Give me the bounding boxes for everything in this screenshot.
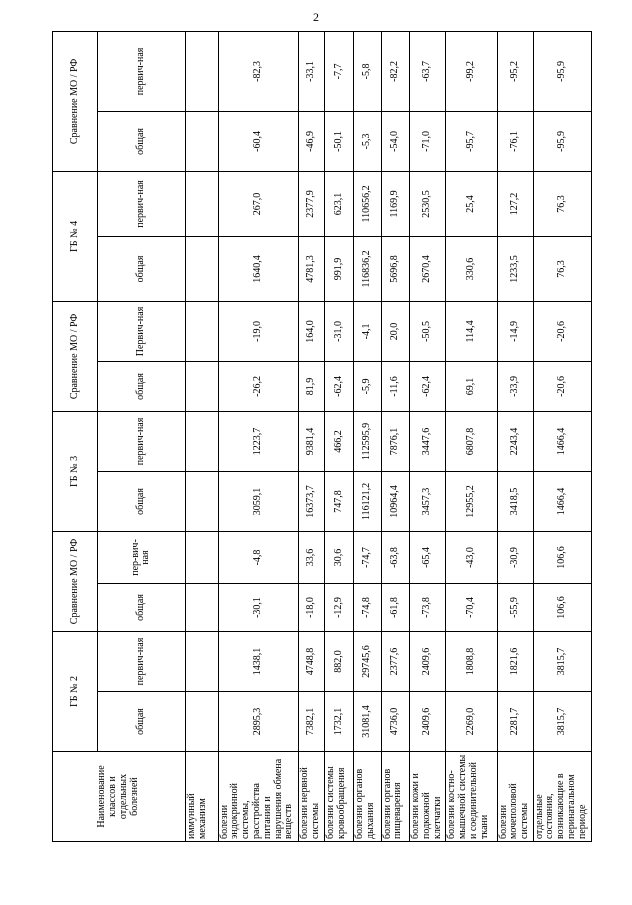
value-cell: -18,0 bbox=[298, 583, 325, 631]
value-cell: -95,9 bbox=[533, 111, 591, 171]
value-cell: -73,8 bbox=[410, 583, 446, 631]
value-cell bbox=[185, 361, 218, 411]
value-cell: 30,6 bbox=[325, 531, 354, 583]
value-cell: -95,7 bbox=[446, 111, 497, 171]
table-row bbox=[185, 31, 218, 841]
disease-name-cell: болезни нервной системы bbox=[298, 752, 325, 842]
value-cell: 1438,1 bbox=[218, 631, 298, 691]
value-cell: 16373,7 bbox=[298, 471, 325, 531]
disease-name-cell: болезни органов дыхания bbox=[354, 752, 382, 842]
header-sub-primary: первич-ная bbox=[97, 171, 185, 236]
value-cell: 76,3 bbox=[533, 236, 591, 301]
value-cell: 3447,6 bbox=[410, 411, 446, 471]
value-cell: 3059,1 bbox=[218, 471, 298, 531]
value-cell: 7382,1 bbox=[298, 692, 325, 752]
disease-name-cell: иммунный механизм bbox=[185, 752, 218, 842]
value-cell: 1821,6 bbox=[497, 631, 533, 691]
value-cell bbox=[185, 583, 218, 631]
value-cell: -33,9 bbox=[497, 361, 533, 411]
value-cell: -14,9 bbox=[497, 301, 533, 361]
value-cell: 25,4 bbox=[446, 171, 497, 236]
table-row bbox=[497, 31, 533, 841]
value-cell: 114,4 bbox=[446, 301, 497, 361]
value-cell: 4781,3 bbox=[298, 236, 325, 301]
disease-name-cell: болезни эндокринной системы, расстройства питания и нарушения обмена веществ bbox=[218, 752, 298, 842]
value-cell: -82,2 bbox=[381, 31, 410, 111]
value-cell: 9381,4 bbox=[298, 411, 325, 471]
value-cell: -5,9 bbox=[354, 361, 382, 411]
value-cell: -43,0 bbox=[446, 531, 497, 583]
value-cell: 4736,0 bbox=[381, 692, 410, 752]
value-cell: 1223,7 bbox=[218, 411, 298, 471]
header-sub-primary: первич-ная bbox=[97, 631, 185, 691]
value-cell: 20,0 bbox=[381, 301, 410, 361]
header-sub-total: общая bbox=[97, 111, 185, 171]
value-cell: 330,6 bbox=[446, 236, 497, 301]
value-cell: 12955,2 bbox=[446, 471, 497, 531]
header-group-gb2: ГБ № 2 bbox=[53, 631, 98, 751]
value-cell: 3457,3 bbox=[410, 471, 446, 531]
disease-name-cell: болезни мочеполовой системы bbox=[497, 752, 533, 842]
disease-name-cell: болезни системы кровообращения bbox=[325, 752, 354, 842]
header-sub-primary: первич-ная bbox=[97, 411, 185, 471]
value-cell: 1640,4 bbox=[218, 236, 298, 301]
disease-statistics-table bbox=[52, 31, 592, 842]
value-cell: 2281,7 bbox=[497, 692, 533, 752]
value-cell: 76,3 bbox=[533, 171, 591, 236]
value-cell: 2409,6 bbox=[410, 631, 446, 691]
value-cell: 7876,1 bbox=[381, 411, 410, 471]
table-row bbox=[533, 31, 591, 841]
value-cell: -50,5 bbox=[410, 301, 446, 361]
value-cell: -5,3 bbox=[354, 111, 382, 171]
value-cell: 1732,1 bbox=[325, 692, 354, 752]
rotated-table-frame bbox=[52, 32, 592, 842]
value-cell: 1808,8 bbox=[446, 631, 497, 691]
header-group-gb3: ГБ № 3 bbox=[53, 411, 98, 531]
value-cell: -60,4 bbox=[218, 111, 298, 171]
header-group-comparison-1: Сравнение МО / РФ bbox=[53, 531, 98, 631]
value-cell: -7,7 bbox=[325, 31, 354, 111]
value-cell: 2269,0 bbox=[446, 692, 497, 752]
table-row bbox=[354, 31, 382, 841]
value-cell: 882,0 bbox=[325, 631, 354, 691]
disease-name-cell: болезни органов пищеварения bbox=[381, 752, 410, 842]
value-cell: -61,8 bbox=[381, 583, 410, 631]
value-cell: 110656,2 bbox=[354, 171, 382, 236]
value-cell: -12,9 bbox=[325, 583, 354, 631]
value-cell: -4,8 bbox=[218, 531, 298, 583]
value-cell: 1466,4 bbox=[533, 411, 591, 471]
value-cell: -55,9 bbox=[497, 583, 533, 631]
value-cell: 6807,8 bbox=[446, 411, 497, 471]
header-group-comparison-3: Сравнение МО / РФ bbox=[53, 31, 98, 171]
value-cell: -99,2 bbox=[446, 31, 497, 111]
rotated-table-content bbox=[52, 32, 592, 842]
value-cell: 3815,7 bbox=[533, 631, 591, 691]
value-cell: 69,1 bbox=[446, 361, 497, 411]
header-name-column: Наименование классов и отдельных болезней bbox=[53, 752, 186, 842]
value-cell: 2409,6 bbox=[410, 692, 446, 752]
value-cell: -70,4 bbox=[446, 583, 497, 631]
value-cell: 127,2 bbox=[497, 171, 533, 236]
value-cell: -63,7 bbox=[410, 31, 446, 111]
header-sub-primary: пер-вич-ная bbox=[97, 531, 185, 583]
value-cell: 2670,4 bbox=[410, 236, 446, 301]
value-cell: 1169,9 bbox=[381, 171, 410, 236]
value-cell: 116121,2 bbox=[354, 471, 382, 531]
value-cell: -71,0 bbox=[410, 111, 446, 171]
value-cell: 164,0 bbox=[298, 301, 325, 361]
value-cell: 747,8 bbox=[325, 471, 354, 531]
value-cell: 3418,5 bbox=[497, 471, 533, 531]
table-row bbox=[325, 31, 354, 841]
value-cell bbox=[185, 471, 218, 531]
value-cell bbox=[185, 301, 218, 361]
value-cell: -19,0 bbox=[218, 301, 298, 361]
value-cell: 106,6 bbox=[533, 531, 591, 583]
value-cell: 10964,4 bbox=[381, 471, 410, 531]
disease-name-cell: болезни кожи и подкожной клетчатки bbox=[410, 752, 446, 842]
value-cell: -95,2 bbox=[497, 31, 533, 111]
value-cell: 81,9 bbox=[298, 361, 325, 411]
value-cell bbox=[185, 692, 218, 752]
value-cell: 116836,2 bbox=[354, 236, 382, 301]
disease-name-cell: отдельные состояния, возникающие в перинатальном периоде bbox=[533, 752, 591, 842]
value-cell: 4748,8 bbox=[298, 631, 325, 691]
value-cell: 1466,4 bbox=[533, 471, 591, 531]
value-cell: 3815,7 bbox=[533, 692, 591, 752]
value-cell: -31,0 bbox=[325, 301, 354, 361]
value-cell: -74,8 bbox=[354, 583, 382, 631]
header-sub-total: общая bbox=[97, 692, 185, 752]
value-cell: 31081,4 bbox=[354, 692, 382, 752]
value-cell: -20,6 bbox=[533, 361, 591, 411]
value-cell: -82,3 bbox=[218, 31, 298, 111]
value-cell: 466,2 bbox=[325, 411, 354, 471]
value-cell bbox=[185, 111, 218, 171]
value-cell: -65,4 bbox=[410, 531, 446, 583]
value-cell: 623,1 bbox=[325, 171, 354, 236]
value-cell bbox=[185, 31, 218, 111]
value-cell: -74,7 bbox=[354, 531, 382, 583]
value-cell: -20,6 bbox=[533, 301, 591, 361]
value-cell: -76,1 bbox=[497, 111, 533, 171]
value-cell: -30,1 bbox=[218, 583, 298, 631]
value-cell: 991,9 bbox=[325, 236, 354, 301]
header-sub-primary: Первич-ная bbox=[97, 301, 185, 361]
value-cell: -62,4 bbox=[410, 361, 446, 411]
value-cell: 1233,5 bbox=[497, 236, 533, 301]
value-cell: 2243,4 bbox=[497, 411, 533, 471]
table-row bbox=[446, 31, 497, 841]
value-cell: 2377,9 bbox=[298, 171, 325, 236]
value-cell: 267,0 bbox=[218, 171, 298, 236]
header-sub-total: общая bbox=[97, 361, 185, 411]
header-sub-total: общая bbox=[97, 471, 185, 531]
value-cell: -30,9 bbox=[497, 531, 533, 583]
value-cell: -62,4 bbox=[325, 361, 354, 411]
header-sub-total: общая bbox=[97, 583, 185, 631]
value-cell: 2377,6 bbox=[381, 631, 410, 691]
value-cell: -46,9 bbox=[298, 111, 325, 171]
value-cell: 106,6 bbox=[533, 583, 591, 631]
value-cell bbox=[185, 171, 218, 236]
table-row bbox=[298, 31, 325, 841]
value-cell: 29745,6 bbox=[354, 631, 382, 691]
header-group-comparison-2: Сравнение МО / РФ bbox=[53, 301, 98, 411]
value-cell bbox=[185, 631, 218, 691]
value-cell: 112595,9 bbox=[354, 411, 382, 471]
value-cell: -33,1 bbox=[298, 31, 325, 111]
table-body bbox=[185, 31, 591, 841]
value-cell: -95,9 bbox=[533, 31, 591, 111]
disease-name-cell: болезни костно-мышечной системы и соединительной ткани bbox=[446, 752, 497, 842]
header-sub-primary: первич-ная bbox=[97, 31, 185, 111]
value-cell: 2530,5 bbox=[410, 171, 446, 236]
header-group-gb4: ГБ № 4 bbox=[53, 171, 98, 301]
table-row bbox=[410, 31, 446, 841]
value-cell: 5696,8 bbox=[381, 236, 410, 301]
header-sub-total: общая bbox=[97, 236, 185, 301]
page-number: 2 bbox=[313, 10, 319, 24]
value-cell: -54,0 bbox=[381, 111, 410, 171]
table-row bbox=[218, 31, 298, 841]
value-cell: 33,6 bbox=[298, 531, 325, 583]
value-cell: -50,1 bbox=[325, 111, 354, 171]
value-cell: -63,8 bbox=[381, 531, 410, 583]
value-cell: 2895,3 bbox=[218, 692, 298, 752]
value-cell bbox=[185, 236, 218, 301]
value-cell bbox=[185, 531, 218, 583]
value-cell: -5,8 bbox=[354, 31, 382, 111]
value-cell: -26,2 bbox=[218, 361, 298, 411]
table-row bbox=[381, 31, 410, 841]
value-cell bbox=[185, 411, 218, 471]
value-cell: -11,6 bbox=[381, 361, 410, 411]
value-cell: -4,1 bbox=[354, 301, 382, 361]
